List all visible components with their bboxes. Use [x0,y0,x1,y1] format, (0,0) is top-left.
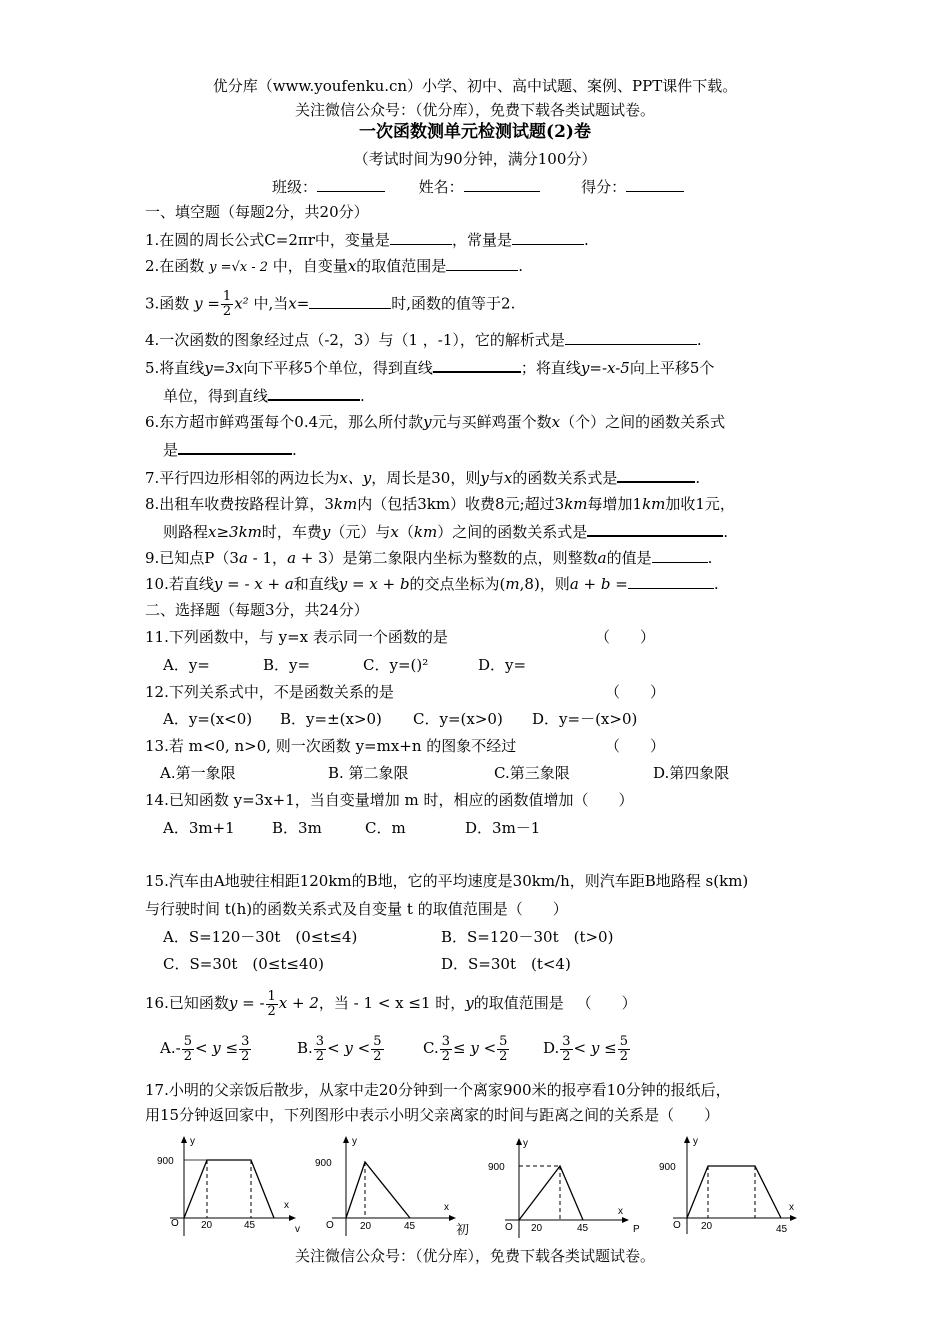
q2-blank[interactable] [446,256,518,271]
graph-d-y-tick: 900 [659,1162,676,1173]
section-fill-in: 一、填空题（每题2分，共20分） [145,203,369,221]
q13-option-b[interactable]: B. 第二象限 [328,764,409,782]
q10-blank[interactable] [628,574,714,589]
class-label: 班级： [272,178,318,196]
question-10: 10.若直线y = - x + a和直线y = x + b的交点坐标为(m,8)，则a + b = . [145,575,719,593]
graph-option-b[interactable] [312,1130,482,1249]
q14-option-d[interactable]: D．3m－1 [465,819,541,837]
graph-b-trailing-char: 初 [456,1222,470,1237]
q11-answer-paren[interactable]: （ ） [595,628,656,646]
graph-d-y-label: y [693,1136,698,1147]
q16-option-b[interactable]: B. $\frac{3}{2}$ < y < $\frac{5}{2}$ [297,1033,382,1064]
graph-d-x-tick-45: 45 [776,1224,788,1235]
section-choice: 二、选择题（每题3分，共24分） [145,601,369,619]
graph-a-y-label: y [190,1136,195,1147]
question-17-cont: 用15分钟返回家中，下列图形中表示小明父亲离家的时间与距离之间的关系是（ ） [145,1106,720,1124]
q3-fraction: $\frac{1}{2}$ [222,289,232,319]
q1-blank-2[interactable] [512,230,584,245]
q11-option-b[interactable]: B．y= [263,656,311,674]
q15-option-d[interactable]: D．S=30t (t<4) [441,955,571,973]
question-4: 4.一次函数的图象经过点（-2，3）与（1 ，-1），它的解析式是 . [145,331,702,349]
graph-a-trailing-char: v [295,1224,300,1235]
question-8-cont: 则路程x≥3km时，车费y（元）与x（km）之间的函数关系式是 . [163,523,729,541]
q13-answer-paren[interactable]: （ ） [605,737,666,755]
q6-blank[interactable] [178,439,292,455]
graph-option-a[interactable] [150,1130,305,1249]
question-9: 9.已知点P（3a - 1，a + 3）是第二象限内坐标为整数的点，则整数a的值是 . [145,549,713,567]
question-6: 6.东方超市鲜鸡蛋每个0.4元，那么所付款y元与买鲜鸡蛋个数x（个）之间的函数关系式 [145,413,726,431]
q15-option-a[interactable]: A．S=120－30t (0≤t≤4) [163,928,358,946]
graph-c-trailing-char: P [633,1224,640,1235]
graph-d-x-tick-20: 20 [701,1221,713,1232]
q14-option-b[interactable]: B．3m [272,819,322,837]
score-blank[interactable] [626,177,684,192]
question-17: 17.小明的父亲饭后散步，从家中走20分钟到一个离家900米的报亭看10分钟的报纸后， [145,1081,731,1099]
graph-a-y-tick: 900 [157,1156,174,1167]
q16-answer-paren[interactable]: （ ） [576,994,637,1012]
graph-c-x-tick-45: 45 [577,1223,589,1234]
question-7: 7.平行四边形相邻的两边长为x、y，周长是30，则y与x的函数关系式是 . [145,469,701,487]
score-label: 得分： [581,178,627,196]
question-1: 1.在圆的周长公式C=2πr中，变量是 ，常量是 . [145,231,589,249]
q14-option-a[interactable]: A．3m+1 [163,819,235,837]
graph-a-x-tick-45: 45 [244,1220,256,1231]
graph-b-x-label: x [444,1202,449,1213]
q12-option-c[interactable]: C．y=(x>0) [413,710,503,728]
name-label: 姓名： [418,178,464,196]
class-blank[interactable] [317,177,385,192]
question-8: 8.出租车收费按路程计算，3km内（包括3km）收费8元;超过3km每增加1km加收1元， [145,495,735,513]
q11-option-d[interactable]: D．y= [478,656,527,674]
graph-c-origin: O [505,1222,513,1233]
q8-blank[interactable] [587,521,723,537]
question-14: 14.已知函数 y=3x+1，当自变量增加 m 时，相应的函数值增加（ ） [145,791,634,809]
graph-a-origin: O [171,1218,179,1229]
q12-option-a[interactable]: A．y=(x<0) [163,710,253,728]
graph-a-x-label: x [284,1200,289,1211]
q13-option-d[interactable]: D.第四象限 [653,764,730,782]
graph-option-d[interactable] [655,1130,815,1249]
q13-option-a[interactable]: A.第一象限 [160,764,236,782]
q15-option-c[interactable]: C．S=30t (0≤t≤40) [163,955,324,973]
question-16: 16.已知函数y = - $\frac{1}{2}$ x + 2，当 - 1 < x ≤1 时，y的取值范围是 （ ） [145,988,637,1019]
question-6-cont: 是 . [163,441,297,459]
page-subtitle: （考试时间为90分钟，满分100分） [353,150,597,168]
q12-option-d[interactable]: D．y=－(x>0) [532,710,638,728]
q4-blank[interactable] [565,330,697,345]
graph-b-origin: O [326,1220,334,1231]
q16-option-c[interactable]: C. $\frac{3}{2}$ ≤ y < $\frac{5}{2}$ [423,1033,508,1064]
graph-b-y-tick: 900 [315,1158,332,1169]
q12-option-b[interactable]: B．y=±(x>0) [280,710,382,728]
question-15-cont: 与行驶时间 t(h)的函数关系式及自变量 t 的取值范围是（ ） [145,900,568,918]
q15-option-b[interactable]: B．S=120－30t (t>0) [441,928,614,946]
graph-c-x-label: x [618,1206,623,1217]
q5-blank-1[interactable] [433,357,521,373]
graph-b-x-tick-45: 45 [404,1221,416,1232]
graph-b-x-tick-20: 20 [360,1221,372,1232]
q3-blank[interactable] [309,294,391,309]
graph-c-x-tick-20: 20 [531,1223,543,1234]
q11-option-c[interactable]: C．y=()² [363,656,429,674]
question-5: 5.将直线y=3x向下平移5个单位，得到直线 ；将直线y=-x-5向上平移5个 [145,359,715,377]
header-line-2: 关注微信公众号：（优分库），免费下载各类试题试卷。 [294,101,655,119]
q16-option-a[interactable]: A.- $\frac{5}{2}$ < y ≤ $\frac{3}{2}$ [160,1033,250,1064]
info-row [272,177,684,197]
header-line-1: 优分库（www.youfenku.cn）小学、初中、高中试题、案例、PPT课件下载。 [212,77,738,95]
graph-c-y-tick: 900 [488,1162,505,1173]
graph-d-x-label: x [789,1202,794,1213]
question-11: 11.下列函数中，与 y=x 表示同一个函数的是 [145,628,448,646]
graph-d-origin: O [673,1220,681,1231]
graph-c-y-label: y [523,1138,528,1149]
name-blank[interactable] [464,177,540,192]
page-title: 一次函数测单元检测试题(2)卷 [359,122,591,142]
footer-note: 关注微信公众号：（优分库），免费下载各类试题试卷。 [294,1247,655,1265]
q11-option-a[interactable]: A．y= [163,656,210,674]
question-3: 3.函数 y = $\frac{1}{2}$ x² 中,当x= 时,函数的值等于2. [145,289,516,319]
q12-answer-paren[interactable]: （ ） [605,683,666,701]
question-15: 15.汽车由A地驶往相距120km的B地，它的平均速度是30km/h，则汽车距B地路程 s(km) [145,872,749,890]
q1-blank-1[interactable] [390,230,452,245]
question-5-cont: 单位，得到直线 . [163,387,365,405]
q9-blank[interactable] [652,548,708,563]
graph-option-c[interactable] [485,1130,655,1249]
q5-blank-2[interactable] [268,385,360,401]
q16-option-d[interactable]: D. $\frac{3}{2}$ < y ≤ $\frac{5}{2}$ [543,1033,628,1064]
q13-option-c[interactable]: C.第三象限 [494,764,570,782]
q7-blank[interactable] [617,467,695,483]
question-13: 13.若 m<0, n>0, 则一次函数 y=mx+n 的图象不经过 [145,737,517,755]
q14-option-c[interactable]: C．m [365,819,406,837]
question-2: 2.在函数 y =√x - 2 中，自变量x的取值范围是 . [145,257,524,275]
graph-a-x-tick-20: 20 [201,1220,213,1231]
question-12: 12.下列关系式中，不是函数关系的是 [145,683,394,701]
graph-b-y-label: y [352,1136,357,1147]
q16-fraction: $\frac{1}{2}$ [267,988,276,1019]
